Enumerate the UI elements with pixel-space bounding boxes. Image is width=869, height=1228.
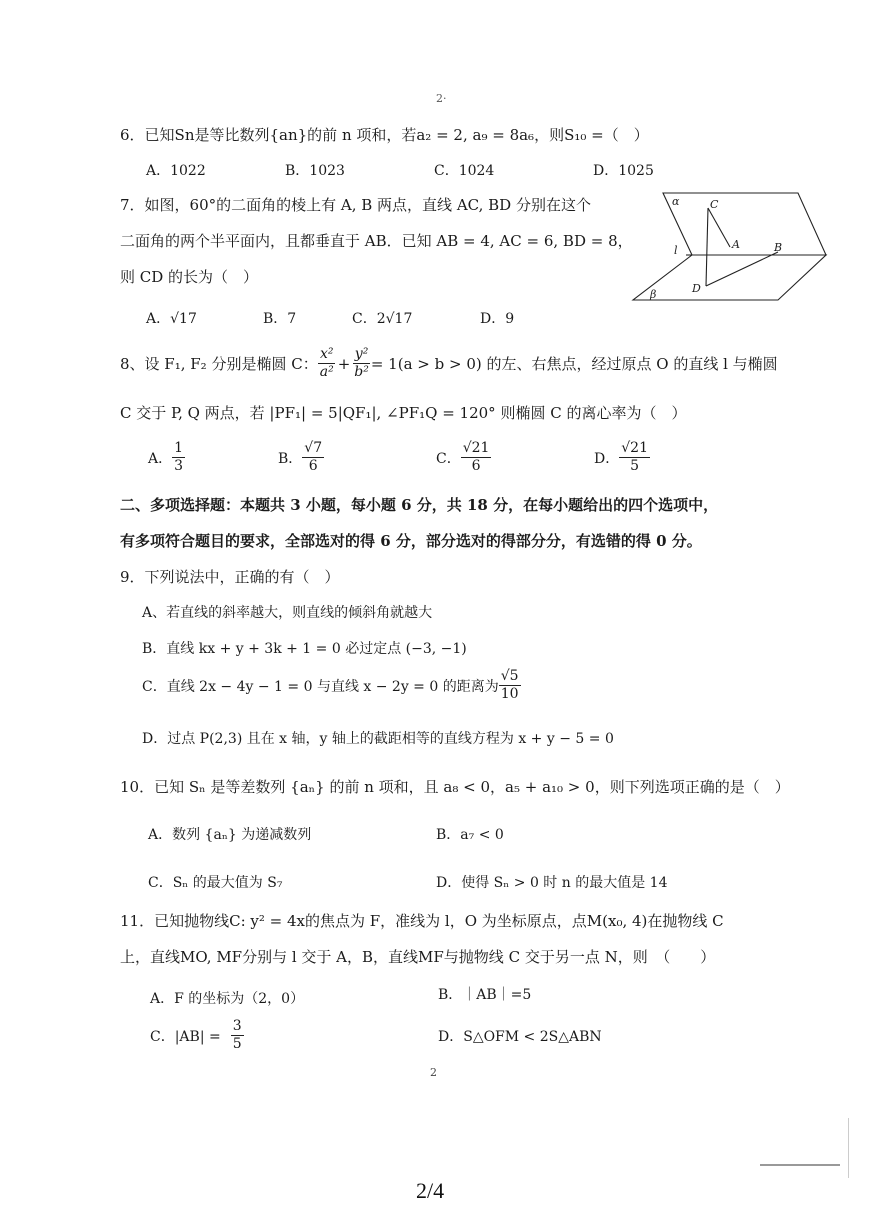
segment-ac bbox=[708, 208, 730, 247]
segment-c-foot bbox=[706, 208, 708, 286]
label-c: C bbox=[710, 198, 719, 211]
q6-option-d: D．1025 bbox=[593, 163, 654, 179]
q8-option-a: A． $\frac{1}{3}$ bbox=[148, 440, 184, 474]
q7-line-3: 则 CD 的长为（ ） bbox=[120, 268, 259, 286]
label-alpha: α bbox=[672, 195, 680, 208]
label-a: A bbox=[732, 238, 740, 251]
q8-option-c: C． $\frac{√21}{6}$ bbox=[436, 440, 490, 474]
q7-line-1: 7．如图，60°的二面角的棱上有 A, B 两点，直线 AC, BD 分别在这个 bbox=[120, 196, 591, 214]
q6-option-a: A．1022 bbox=[146, 163, 206, 179]
q8-option-b: B． $\frac{√7}{6}$ bbox=[278, 440, 323, 474]
q10-stem: 10．已知 Sₙ 是等差数列 {aₙ} 的前 n 项和，且 a₈ < 0，a₅ + a₁₀ > 0，则下列选项正确的是（ ） bbox=[120, 778, 790, 796]
q10-option-d: D．使得 Sₙ > 0 时 n 的最大值是 14 bbox=[436, 875, 668, 891]
q8-option-d: D． $\frac{√21}{5}$ bbox=[594, 440, 648, 474]
q11-line-2: 上，直线MO, MF分别与 l 交于 A，B，直线MF与抛物线 C 交于另一点 N，则 （ ） bbox=[120, 948, 716, 966]
plane-beta bbox=[633, 255, 826, 300]
q7-option-b: B．7 bbox=[263, 311, 297, 327]
label-d: D bbox=[692, 282, 701, 295]
inner-page-number: 2 bbox=[430, 1066, 437, 1079]
q11-option-a: A．F 的坐标为（2，0） bbox=[150, 991, 305, 1007]
q7-option-a: A．√17 bbox=[146, 311, 197, 327]
q11-option-b: B．｜AB｜=5 bbox=[438, 987, 532, 1003]
label-b: B bbox=[774, 241, 783, 254]
scan-edge-line bbox=[848, 1118, 849, 1178]
segment-bd bbox=[706, 252, 778, 286]
section-2-line-1: 二、多项选择题：本题共 3 小题，每小题 6 分，共 18 分，在每小题给出的四个选项中， bbox=[120, 496, 719, 514]
dihedral-figure bbox=[628, 188, 844, 306]
q7-option-d: D．9 bbox=[480, 311, 515, 327]
header-mark: 2· bbox=[436, 92, 447, 105]
q9-option-a: A、若直线的斜率越大，则直线的倾斜角就越大 bbox=[142, 605, 433, 621]
q10-option-b: B．a₇ < 0 bbox=[436, 827, 504, 843]
scan-mark bbox=[760, 1164, 840, 1166]
q7-line-2: 二面角的两个半平面内，且都垂直于 AB．已知 AB = 4, AC = 6, BD = 8， bbox=[120, 232, 633, 250]
q7-option-c: C．2√17 bbox=[352, 311, 413, 327]
q6-option-b: B．1023 bbox=[285, 163, 345, 179]
plane-alpha bbox=[663, 193, 826, 255]
q11-option-c: C．|AB| = $\frac{3}{5}$ bbox=[150, 1018, 242, 1052]
section-2-line-2: 有多项符合题目的要求，全部选对的得 6 分，部分选对的得部分分，有选错的得 0 分。 bbox=[120, 532, 702, 550]
q6-option-c: C．1024 bbox=[434, 163, 495, 179]
q8-line-1-b: = 1(a > b > 0) 的左、右焦点，经过原点 O 的直线 l 与椭圆 bbox=[370, 355, 778, 373]
label-l: l bbox=[674, 244, 678, 257]
q8-frac-x: $\frac{\text{x²}}{\text{a²}}$ bbox=[319, 346, 334, 380]
q10-option-c: C．Sₙ 的最大值为 S₇ bbox=[148, 875, 283, 891]
q8-frac-y: $\frac{\text{y²}}{\text{b²}}$ bbox=[354, 346, 369, 380]
q11-option-d: D．S△OFM < 2S△ABN bbox=[438, 1029, 602, 1045]
q6-stem: 6．已知Sn是等比数列{an}的前 n 项和，若a₂ = 2, a₉ = 8a₆，则S₁₀ =（ ） bbox=[120, 126, 649, 144]
q10-option-a: A．数列 {aₙ} 为递减数列 bbox=[148, 827, 312, 843]
label-beta: β bbox=[650, 288, 657, 301]
page-counter: 2/4 bbox=[416, 1178, 445, 1203]
q9-option-c: C．直线 2x − 4y − 1 = 0 与直线 x − 2y = 0 的距离为 $\frac{√5}{10}$ bbox=[142, 668, 519, 702]
q8-line-1-a: 8、设 F₁, F₂ 分别是椭圆 C： bbox=[120, 355, 318, 373]
q9-option-b: B．直线 kx + y + 3k + 1 = 0 必过定点 (−3, −1) bbox=[142, 641, 467, 657]
q8-line-2: C 交于 P, Q 两点，若 |PF₁| = 5|QF₁|, ∠PF₁Q = 120° 则椭圆 C 的离心率为（ ） bbox=[120, 404, 687, 422]
q9-stem: 9．下列说法中，正确的有（ ） bbox=[120, 568, 340, 586]
q9-option-d: D．过点 P(2,3) 且在 x 轴，y 轴上的截距相等的直线方程为 x + y − 5 = 0 bbox=[142, 731, 614, 747]
q8-line-1: 8、设 F₁, F₂ 分别是椭圆 C： $\frac{\text{x²}}{\text{a²}}$ + $\frac{\text{y²}}{\text{b²}}$ = 1(a > b > 0) 的左、右焦点，经过原点 O 的直线 l 与椭圆 bbox=[120, 346, 778, 380]
q11-line-1: 11．已知抛物线C: y² = 4x的焦点为 F，准线为 l，O 为坐标原点，点M(x₀, 4)在抛物线 C bbox=[120, 912, 724, 930]
